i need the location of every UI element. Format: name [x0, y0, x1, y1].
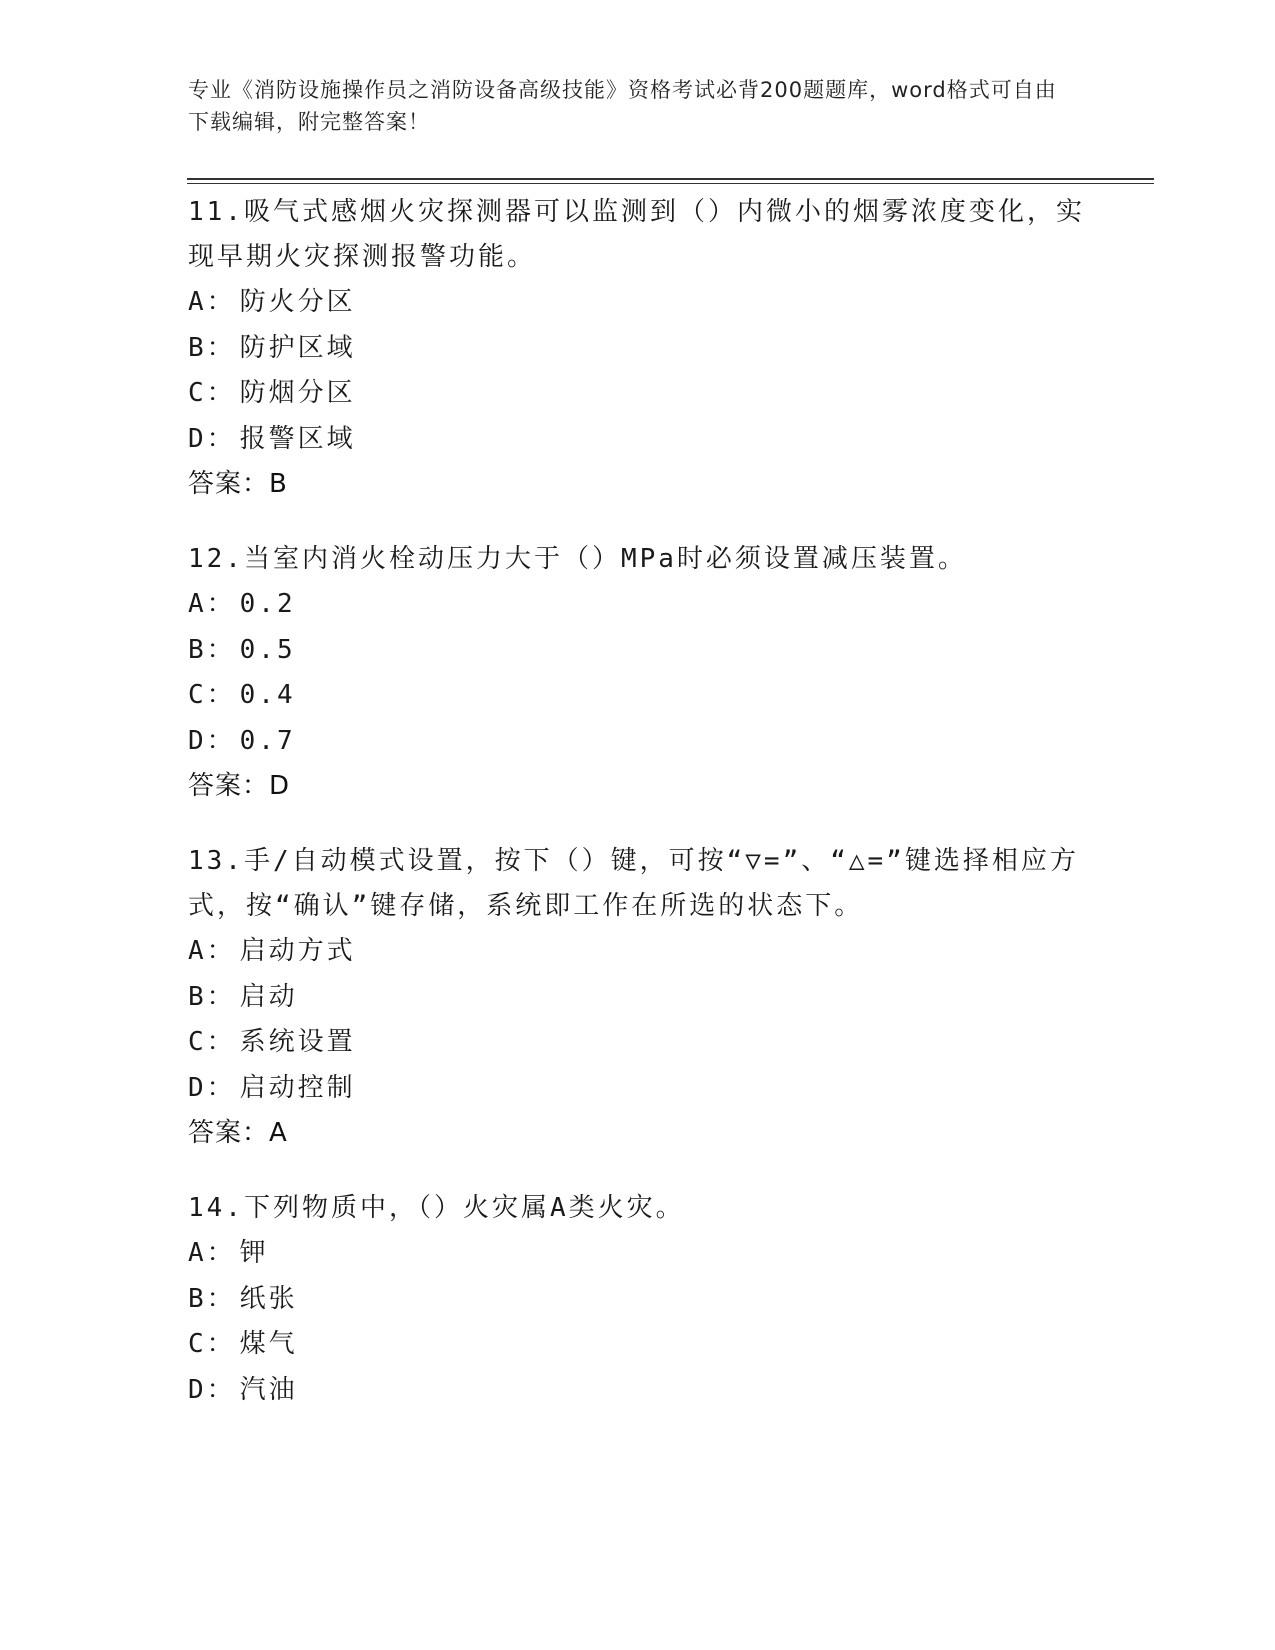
option-key: D： [188, 1072, 236, 1103]
answer-value: D [269, 771, 291, 801]
option-text: 防烟分区 [239, 378, 356, 408]
option-d [188, 719, 1088, 765]
option-key: C： [188, 1329, 236, 1359]
option-key: D： [188, 423, 236, 454]
option-key: D： [188, 725, 236, 756]
option-key: A： [188, 1238, 236, 1268]
option-c [188, 1322, 1088, 1368]
option-c [188, 673, 1088, 719]
option-key: C： [188, 680, 236, 710]
option-text: 0.7 [239, 725, 296, 756]
answer-line [188, 462, 1088, 507]
option-key: B： [188, 1283, 236, 1314]
question-11 [188, 190, 1088, 507]
option-b [188, 628, 1088, 674]
option-c [188, 1020, 1088, 1066]
option-d [188, 1368, 1088, 1414]
answer-label: 答案： [188, 1118, 270, 1148]
option-text: 启动控制 [239, 1072, 356, 1103]
option-key: B： [188, 981, 236, 1012]
option-b [188, 326, 1088, 372]
option-text: 防火分区 [239, 287, 356, 317]
option-d [188, 1066, 1088, 1112]
option-text: 汽油 [239, 1374, 298, 1405]
question-stem: 11.吸气式感烟火灾探测器可以监测到（）内微小的烟雾浓度变化，实现早期火灾探测报警功能。 [188, 197, 1085, 272]
option-key: B： [188, 634, 236, 665]
option-text: 启动 [239, 981, 298, 1012]
option-key: A： [188, 936, 236, 966]
answer-label: 答案： [188, 469, 270, 499]
option-key: A： [188, 287, 236, 317]
option-key: C： [188, 1027, 236, 1057]
question-stem: 14.下列物质中，（）火灾属A类火灾。 [188, 1193, 685, 1223]
option-a [188, 280, 1088, 326]
option-text: 钾 [239, 1238, 269, 1268]
document-header: 专业《消防设施操作员之消防设备高级技能》资格考试必背200题题库，word格式可自由下载编辑，附完整答案！ [188, 78, 1057, 134]
option-text: 系统设置 [239, 1027, 356, 1057]
option-c [188, 371, 1088, 417]
option-key: D： [188, 1374, 236, 1405]
question-stem: 12.当室内消火栓动压力大于（）MPa时必须设置减压装置。 [188, 544, 967, 574]
option-key: A： [188, 589, 236, 619]
answer-line [188, 1111, 1088, 1156]
question-14 [188, 1186, 1088, 1413]
question-12 [188, 537, 1088, 809]
question-13 [188, 839, 1088, 1156]
header-divider-thin [187, 183, 1154, 184]
answer-value: A [269, 1118, 288, 1148]
question-stem: 13.手/自动模式设置，按下（）键，可按“▽=”、“△=”键选择相应方式，按“确认”键存储，系统即工作在所选的状态下。 [188, 846, 1079, 921]
option-a [188, 582, 1088, 628]
option-d [188, 417, 1088, 463]
option-text: 纸张 [239, 1283, 298, 1314]
option-text: 0.5 [239, 634, 296, 665]
option-key: C： [188, 378, 236, 408]
option-key: B： [188, 332, 236, 363]
answer-value: B [269, 469, 288, 499]
header-divider-thick [187, 178, 1154, 180]
option-text: 报警区域 [239, 423, 356, 454]
option-b [188, 1277, 1088, 1323]
option-text: 0.4 [239, 680, 296, 710]
option-text: 0.2 [239, 589, 296, 619]
option-text: 防护区域 [239, 332, 356, 363]
option-a [188, 1231, 1088, 1277]
option-text: 煤气 [239, 1329, 298, 1359]
answer-line [188, 764, 1088, 809]
option-a [188, 929, 1088, 975]
option-b [188, 975, 1088, 1021]
option-text: 启动方式 [239, 936, 356, 966]
question-list [188, 190, 1088, 1443]
answer-label: 答案： [188, 771, 270, 801]
